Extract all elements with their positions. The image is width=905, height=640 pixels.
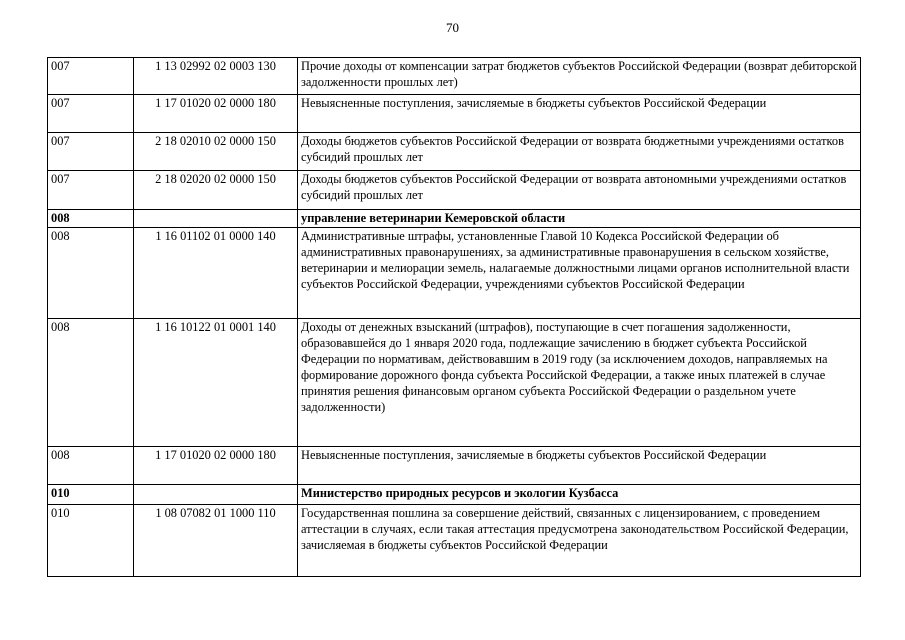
revenue-code-cell: 1 13 02992 02 0003 130	[134, 58, 298, 95]
revenue-code-cell: 1 16 01102 01 0000 140	[134, 228, 298, 319]
admin-code-cell: 010	[48, 485, 134, 505]
revenue-name-cell: Государственная пошлина за совершение действий, связанных с лицензированием, с проведением аттестации в случаях, если такая аттестация предусмотрена законодательством Российской Федерации, зачисляемая в бюджеты субъектов Российской Федерации	[298, 505, 861, 577]
admin-code-cell: 007	[48, 133, 134, 171]
revenue-code-cell	[134, 210, 298, 228]
admin-code-cell: 008	[48, 319, 134, 447]
admin-code-cell: 008	[48, 447, 134, 485]
revenue-name-cell: Административные штрафы, установленные Главой 10 Кодекса Российской Федерации об административных правонарушениях, за административные правонарушения в сельском хозяйстве, ветеринарии и мелиорации земель, налагаемые должностными лицами органов исполнительной власти субъектов Российской Федерации, учреждениями субъектов Российской Федерации	[298, 228, 861, 319]
revenue-code-cell: 1 17 01020 02 0000 180	[134, 95, 298, 133]
revenue-code-cell	[134, 485, 298, 505]
admin-code-cell: 008	[48, 228, 134, 319]
admin-code-cell: 008	[48, 210, 134, 228]
table-row	[48, 58, 861, 95]
page-number: 70	[446, 20, 459, 35]
table-row	[48, 485, 861, 505]
table-row	[48, 210, 861, 228]
revenue-classification-table	[47, 57, 861, 577]
table-row	[48, 447, 861, 485]
revenue-code-cell: 2 18 02020 02 0000 150	[134, 171, 298, 210]
table-row	[48, 319, 861, 447]
table-row	[48, 171, 861, 210]
table-row	[48, 228, 861, 319]
revenue-code-cell: 1 16 10122 01 0001 140	[134, 319, 298, 447]
revenue-name-cell: Доходы бюджетов субъектов Российской Федерации от возврата автономными учреждениями остатков субсидий прошлых лет	[298, 171, 861, 210]
revenue-name-cell: управление ветеринарии Кемеровской области	[298, 210, 861, 228]
revenue-code-cell: 1 08 07082 01 1000 110	[134, 505, 298, 577]
revenue-code-cell: 2 18 02010 02 0000 150	[134, 133, 298, 171]
revenue-name-cell: Невыясненные поступления, зачисляемые в бюджеты субъектов Российской Федерации	[298, 447, 861, 485]
admin-code-cell: 007	[48, 171, 134, 210]
revenue-name-cell: Доходы от денежных взысканий (штрафов), поступающие в счет погашения задолженности, образовавшейся до 1 января 2020 года, подлежащие зачислению в бюджет субъекта Российской Федерации по нормативам, действовавшим в 2019 году (за исключением доходов, направляемых на формирование дорожного фонда субъекта Российской Федерации, а также иных платежей в случае принятия решения финансовым органом субъекта Российской Федерации о раздельном учете задолженности)	[298, 319, 861, 447]
revenue-name-cell: Доходы бюджетов субъектов Российской Федерации от возврата бюджетными учреждениями остатков субсидий прошлых лет	[298, 133, 861, 171]
admin-code-cell: 007	[48, 95, 134, 133]
table-row	[48, 95, 861, 133]
revenue-name-cell: Невыясненные поступления, зачисляемые в бюджеты субъектов Российской Федерации	[298, 95, 861, 133]
admin-code-cell: 007	[48, 58, 134, 95]
table-row	[48, 133, 861, 171]
revenue-name-cell: Прочие доходы от компенсации затрат бюджетов субъектов Российской Федерации (возврат дебиторской задолженности прошлых лет)	[298, 58, 861, 95]
admin-code-cell: 010	[48, 505, 134, 577]
table-row	[48, 505, 861, 577]
revenue-code-cell: 1 17 01020 02 0000 180	[134, 447, 298, 485]
revenue-name-cell: Министерство природных ресурсов и экологии Кузбасса	[298, 485, 861, 505]
